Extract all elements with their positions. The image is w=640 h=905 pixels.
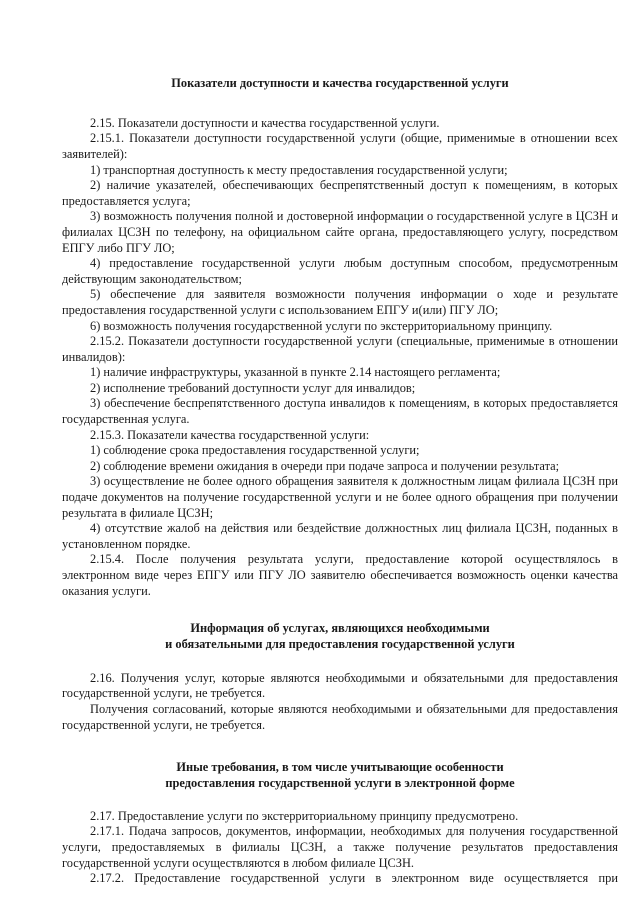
document-content	[62, 76, 618, 887]
list-item: 6) возможность получения государственной услуги по экстерриториальному принципу.	[90, 318, 553, 333]
paragraph-2-16: 2.16. Получения услуг, которые являются необходимыми и обязательными для предоставления государственной услуги, не требуется.	[62, 670, 618, 701]
list-item: 5) обеспечение для заявителя возможности получения информации о ходе и результате предоставления государственной услуги с использованием ЕПГУ и(или) ПГУ ЛО;	[62, 287, 618, 317]
list-item: 1) наличие инфраструктуры, указанной в пункте 2.14 настоящего регламента;	[90, 365, 501, 380]
section-title-necessary-services-line1: Информация об услугах, являющихся необходимыми	[190, 621, 490, 636]
list-item: 2) соблюдение времени ожидания в очереди при подаче запроса и получении результата;	[90, 458, 560, 473]
section-title-other-requirements-line1: Иные требования, в том числе учитывающие особенности	[176, 760, 504, 775]
list-item: 1) транспортная доступность к месту предоставления государственной услуги;	[90, 162, 508, 177]
list-item: 2) исполнение требований доступности услуг для инвалидов;	[90, 380, 416, 395]
paragraph-approvals: Получения согласований, которые являются необходимыми и обязательными для предоставления государственной услуги, не требуется.	[62, 701, 618, 732]
paragraph-2-15: 2.15. Показатели доступности и качества государственной услуги.	[90, 115, 440, 130]
section-title-accessibility: Показатели доступности и качества государственной услуги	[171, 76, 509, 90]
list-item: 1) соблюдение срока предоставления государственной услуги;	[90, 443, 420, 458]
paragraph-2-17-2: 2.17.2. Предоставление государственной услуги в электронном виде осуществляется при	[90, 871, 618, 886]
paragraph-2-17: 2.17. Предоставление услуги по экстерриториальному принципу предусмотрено.	[90, 808, 519, 823]
paragraph-2-17-1: 2.17.1. Подача запросов, документов, информации, необходимых для получения государственной услуги, предоставляемых в филиалы ЦСЗН, а также получение результатов предоставления государственной услуги осуществляются в любом филиале ЦСЗН.	[62, 824, 618, 870]
section-title-other-requirements-line2: предоставления государственной услуги в электронной форме	[165, 775, 515, 790]
paragraph-2-15-1: 2.15.1. Показатели доступности государственной услуги (общие, применимые в отношении всех заявителей):	[62, 131, 618, 161]
list-item: 3) обеспечение беспрепятственного доступа инвалидов к помещениям, в которых предоставляется государственная услуга.	[62, 396, 618, 427]
list-item: 4) предоставление государственной услуги любым доступным способом, предусмотренным действующим законодательством;	[62, 256, 618, 286]
paragraph-2-15-4: 2.15.4. После получения результата услуги, предоставление которой осуществлялось в электронном виде через ЕПГУ или ПГУ ЛО заявителю обеспечивается возможность оценки качества оказания услуги.	[62, 552, 618, 598]
list-item: 3) осуществление не более одного обращения заявителя к должностным лицам филиала ЦСЗН при подаче документов на получение государственной услуги и не более одного обращения при получении результата в филиале ЦСЗН;	[62, 474, 618, 520]
paragraph-2-15-3: 2.15.3. Показатели качества государственной услуги:	[90, 427, 370, 442]
list-item: 2) наличие указателей, обеспечивающих беспрепятственный доступ к помещениям, в которых предоставляется услуга;	[62, 178, 618, 208]
list-item: 3) возможность получения полной и достоверной информации о государственной услуге в ЦСЗН и филиалах ЦСЗН по телефону, на официальном сайте органа, предоставляющего услугу, посредством ЕПГУ либо ПГУ ЛО;	[62, 209, 618, 255]
list-item: 4) отсутствие жалоб на действия или бездействие должностных лиц филиала ЦСЗН, поданных в установленном порядке.	[62, 521, 618, 551]
section-title-necessary-services-line2: и обязательными для предоставления государственной услуги	[165, 637, 515, 651]
paragraph-2-15-2: 2.15.2. Показатели доступности государственной услуги (специальные, применимые в отношении инвалидов):	[62, 334, 618, 364]
